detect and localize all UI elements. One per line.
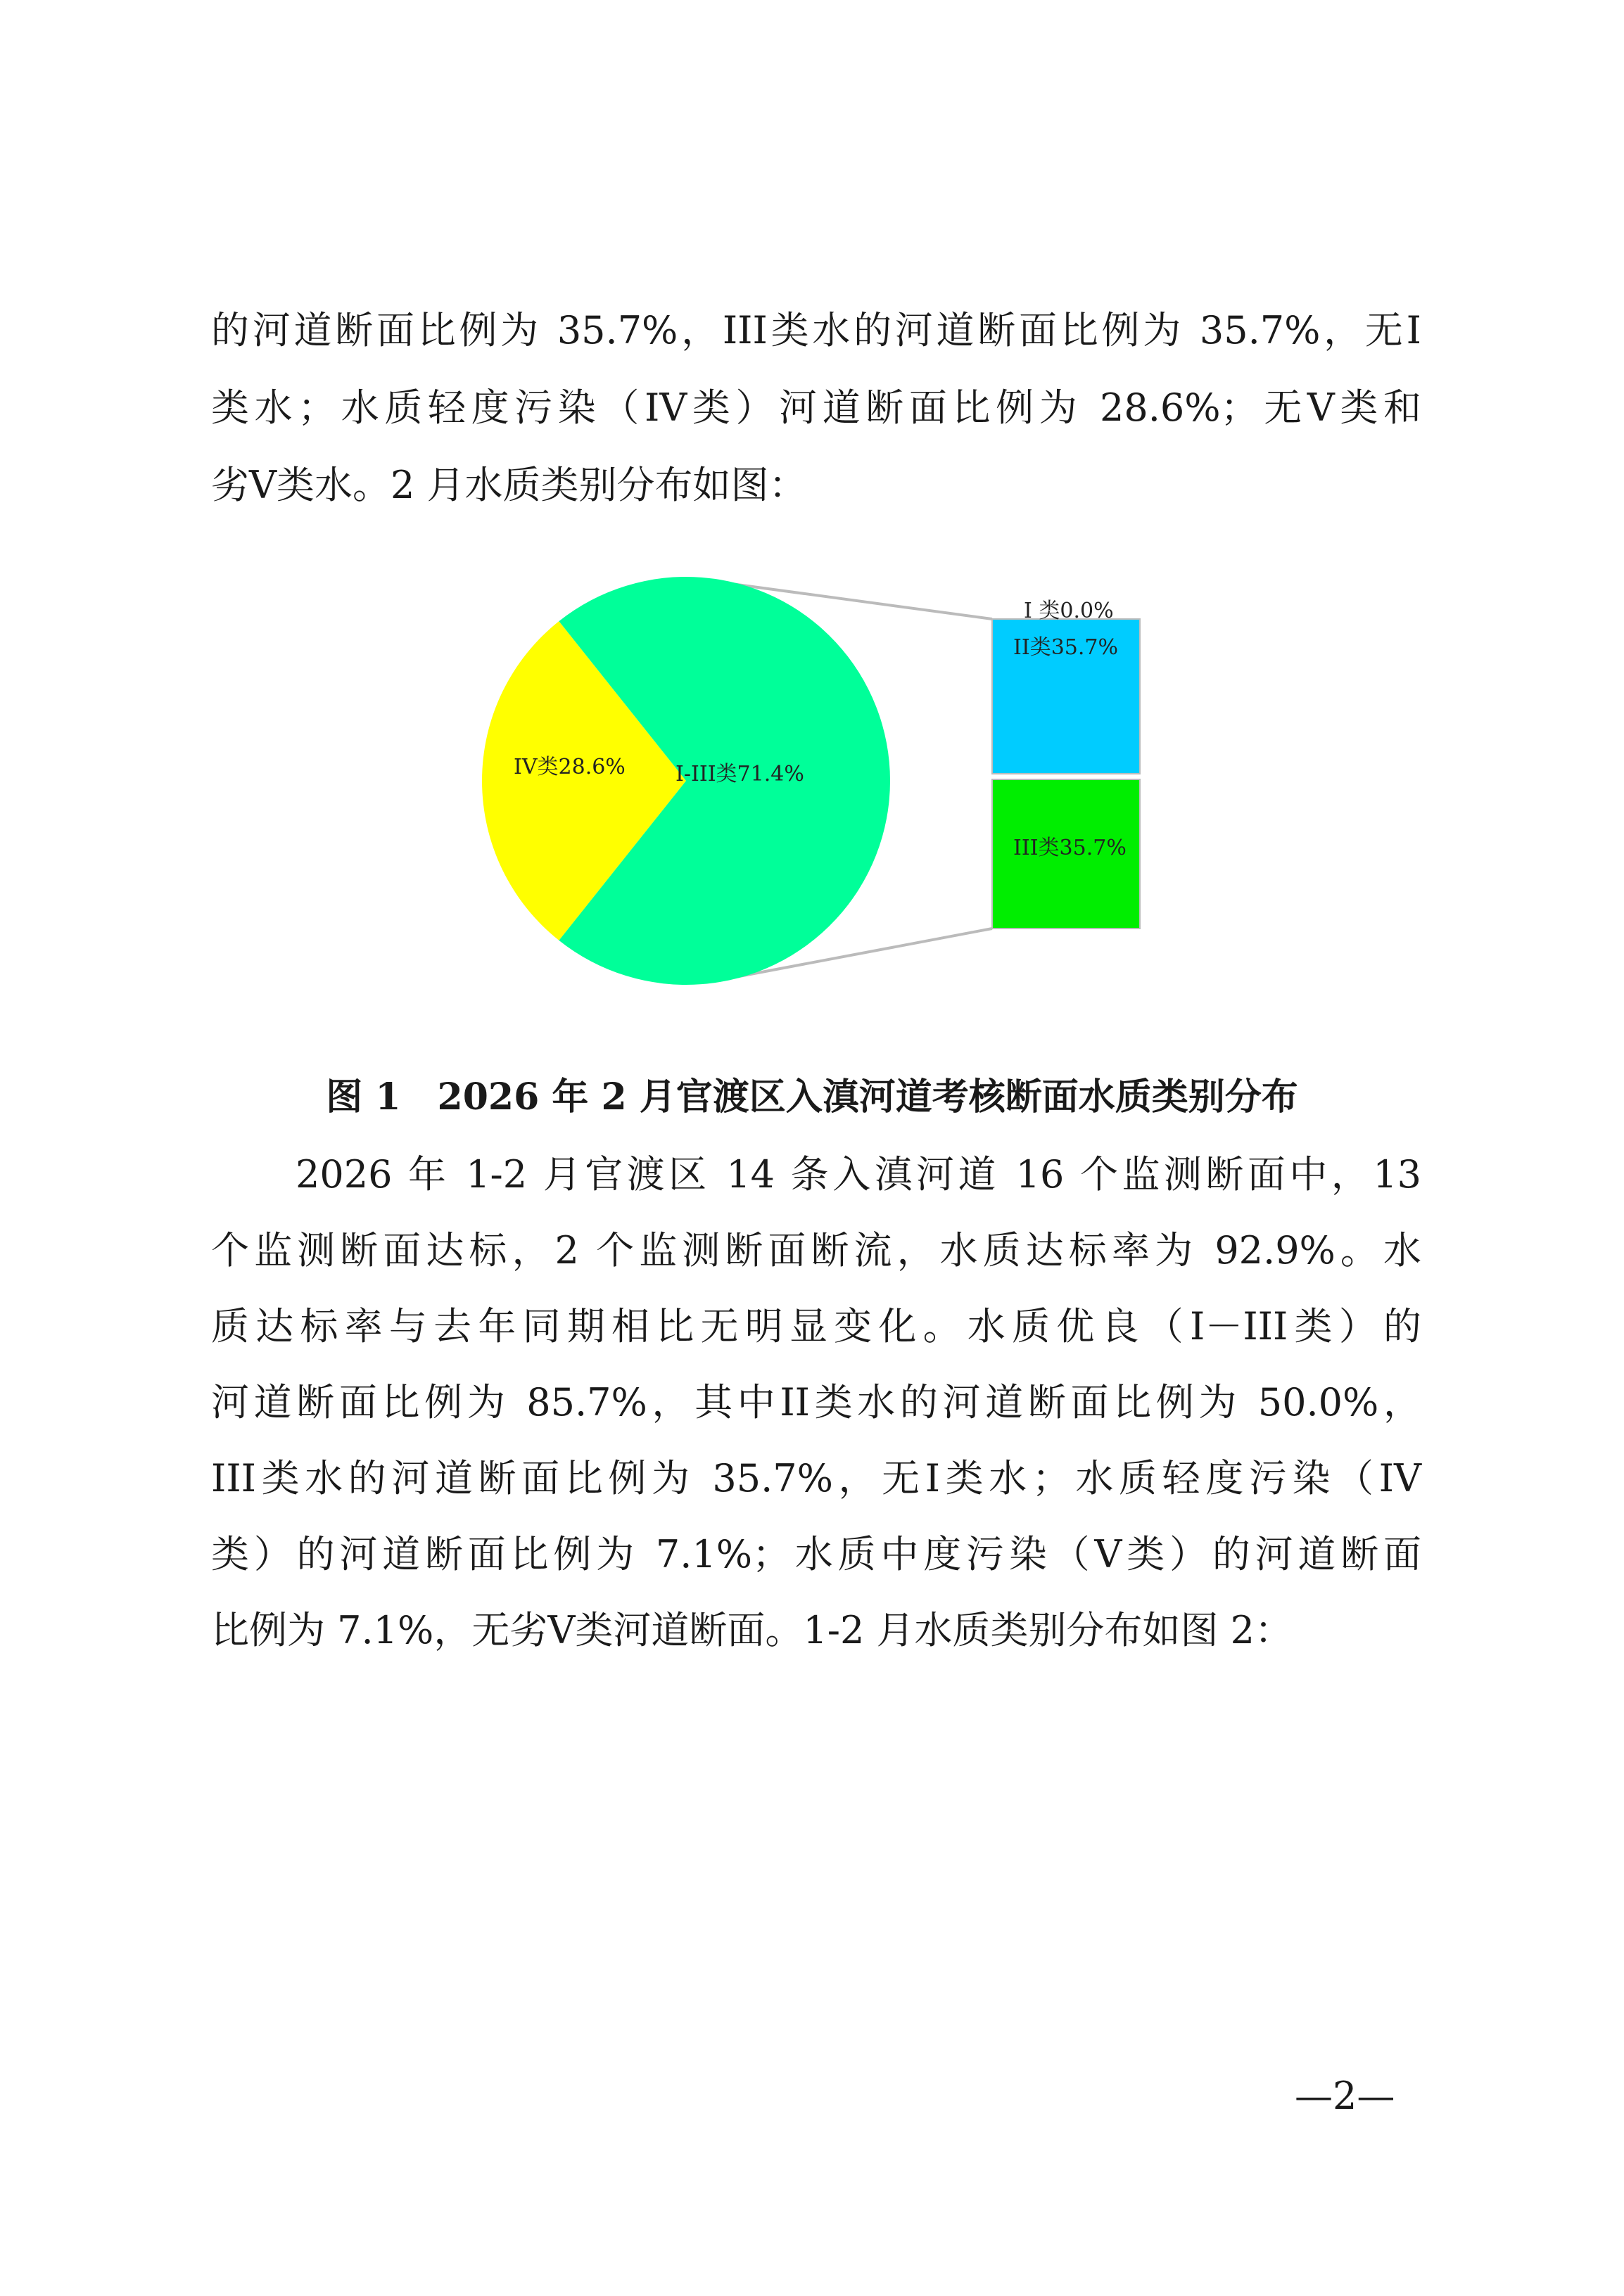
paragraph2-line: 比例为 7.1%，无劣V类河道断面。1-2 月水质类别分布如图 2： [211,1608,1293,1652]
pie-of-pie-chart [0,0,1624,1055]
paragraph1-line: 的河道断面比例为 35.7%，III类水的河道断面比例为 35.7%，无I [211,308,1421,352]
paragraph2-line: 河道断面比例为 85.7%，其中II类水的河道断面比例为 50.0%， [211,1380,1421,1424]
paragraph2-line: 质达标率与去年同期相比无明显变化。水质优良（I－III类）的 [211,1304,1421,1348]
figure-caption: 图 1 2026 年 2 月官渡区入滇河道考核断面水质类别分布 [326,1076,1298,1118]
pie-label-i-iii: I-III类71.4% [675,762,804,786]
bar-label-ii: II类35.7% [1013,635,1119,660]
page-number: —2— [1295,2074,1395,2118]
paragraph2-line: 类）的河道断面比例为 7.1%；水质中度污染（V类）的河道断面 [211,1532,1421,1576]
paragraph2-line: III类水的河道断面比例为 35.7%，无I类水；水质轻度污染（IV [211,1456,1421,1500]
bar-label-iii: III类35.7% [1013,836,1127,860]
paragraph2-line: 个监测断面达标，2 个监测断面断流，水质达标率为 92.9%。水 [211,1228,1421,1273]
paragraph1-line: 劣V类水。2 月水质类别分布如图： [211,463,807,507]
paragraph1-line: 类水；水质轻度污染（IV类）河道断面比例为 28.6%；无V类和 [211,385,1421,430]
bar-label-i: I 类0.0% [1024,599,1114,623]
paragraph2-line: 2026 年 1-2 月官渡区 14 条入滇河道 16 个监测断面中，13 [296,1152,1421,1197]
pie-label-iv: IV类28.6% [514,755,626,779]
